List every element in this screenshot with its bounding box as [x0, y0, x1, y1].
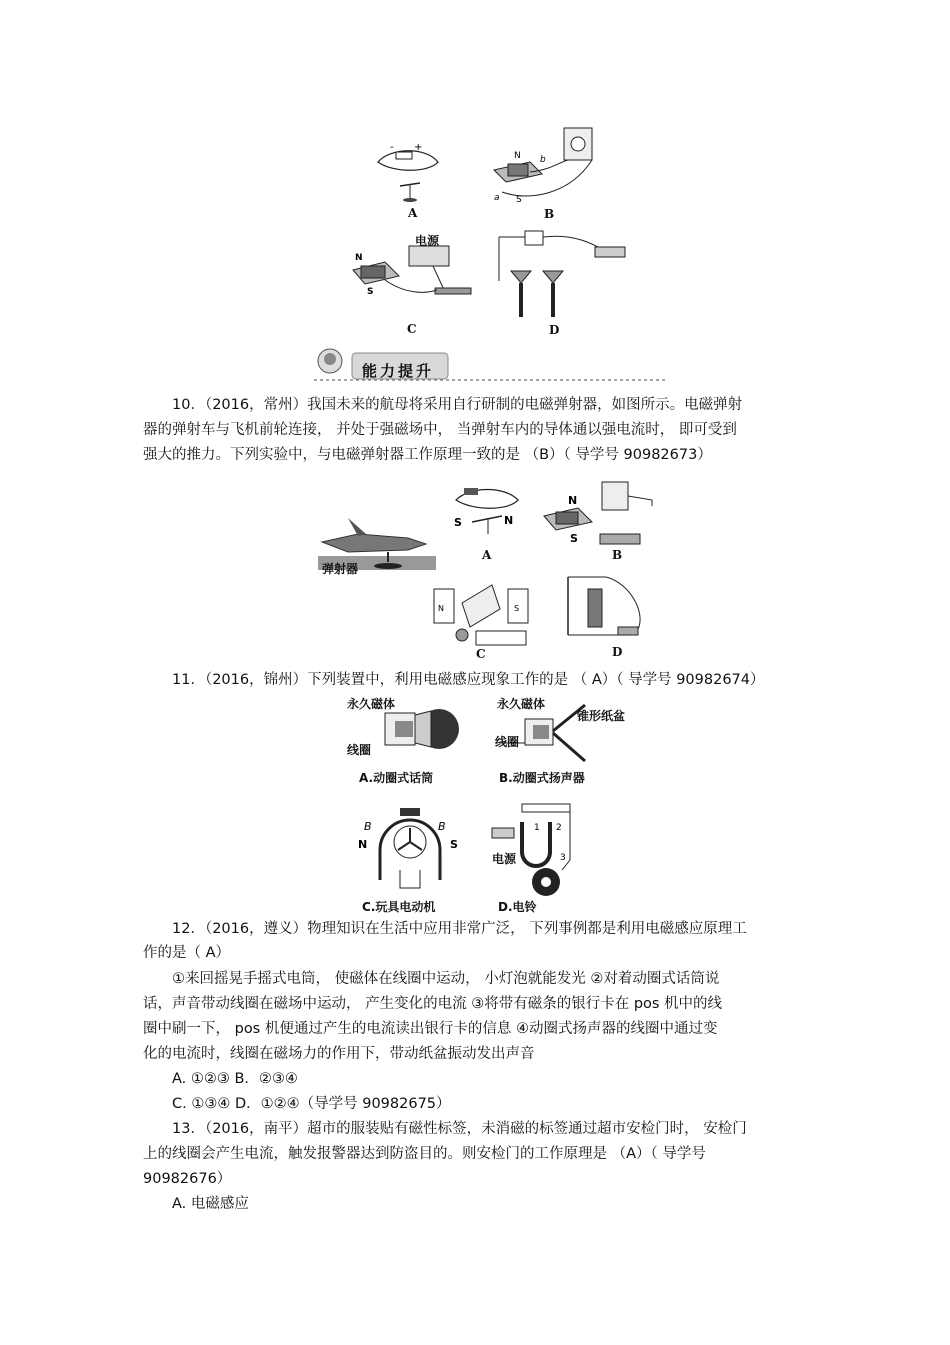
svg-text:-: -	[390, 142, 394, 153]
svg-text:b: b	[540, 155, 546, 165]
permanent-magnet-label: 永久磁体	[497, 697, 546, 711]
figure-label: D	[549, 323, 560, 337]
current-wire-compass-diagram	[370, 140, 450, 210]
svg-text:S: S	[367, 287, 374, 297]
coil-label: 线圈	[495, 735, 520, 749]
q12-line-3: ①来回摇晃手摇式电筒， 使磁体在线圈中运动， 小灯泡就能发光 ②对着动圈式话筒说	[172, 971, 720, 987]
electromagnet-circuit-diagram	[495, 225, 635, 325]
svg-text:B: B	[364, 820, 372, 833]
q12-options-ab: A. ①②③ B．②③④	[172, 1071, 298, 1087]
svg-text:B: B	[438, 820, 446, 833]
svg-text:S: S	[570, 532, 578, 545]
figure-label: B	[612, 548, 623, 562]
svg-text:N: N	[438, 604, 444, 613]
power-source-label: 电源	[415, 234, 440, 248]
q13-line-3: 90982676）	[143, 1171, 232, 1187]
q11-line-1: 11．（2016，锦州）下列装置中，利用电磁感应现象工作的是 （ A）（ 导学号 90982674）	[172, 672, 765, 688]
q11-option-a	[345, 693, 465, 788]
q10-option-c	[432, 575, 532, 661]
q12-options-cd: C. ①③④ D．①②④（导学号 90982675）	[172, 1096, 451, 1112]
permanent-magnet-label: 永久磁体	[347, 697, 396, 711]
svg-text:N: N	[358, 838, 368, 851]
q9-figure-d	[495, 225, 635, 337]
q10-line-2: 器的弹射车与飞机前轮连接， 并处于强磁场中， 当弹射车内的导体通以强电流时， 即可受到	[143, 422, 737, 438]
figure-label: C	[407, 322, 417, 336]
svg-text:S: S	[514, 604, 520, 613]
q9-figure-c	[345, 232, 475, 337]
svg-text:2: 2	[556, 823, 562, 833]
q12-line-4: 话，声音带动线圈在磁场中运动， 产生变化的电流 ③将带有磁条的银行卡在 pos 机中的线	[143, 996, 723, 1012]
q10-option-a	[450, 484, 530, 564]
svg-text:S: S	[516, 195, 522, 205]
figure-label: A	[482, 548, 492, 562]
figure-label: D	[612, 645, 623, 659]
section-title: 能力提升	[362, 362, 435, 380]
svg-text:3: 3	[560, 853, 566, 863]
figure-caption: C.玩具电动机	[362, 900, 436, 914]
q13-line-2: 上的线圈会产生电流，触发报警器达到防盗目的。则安检门的工作原理是 （A）（ 导学号	[143, 1146, 706, 1162]
q10-option-b	[540, 476, 660, 566]
svg-text:N: N	[355, 253, 363, 263]
svg-text:S: S	[450, 838, 458, 851]
svg-text:S: S	[454, 516, 462, 529]
q9-figure-b	[490, 122, 610, 222]
svg-text:1: 1	[534, 823, 540, 833]
svg-text:+: +	[414, 142, 423, 153]
q10-option-d	[560, 573, 650, 658]
figure-label: A	[408, 206, 418, 220]
figure-caption: D.电铃	[498, 900, 537, 914]
q13-option-a: A. 电磁感应	[172, 1196, 249, 1212]
q11-option-c	[352, 800, 467, 912]
coil-label: 线圈	[347, 743, 372, 757]
svg-text:N: N	[504, 514, 514, 527]
catapult-label: 弹射器	[322, 562, 359, 576]
q11-option-d	[486, 800, 591, 912]
catapult-jet-illustration	[318, 512, 436, 578]
q10-line-1: 10．（2016，常州）我国未来的航母将采用自行研制的电磁弹射器，如图所示。电磁弹射	[172, 397, 743, 413]
figure-caption: B.动圈式扬声器	[499, 771, 585, 785]
figure-caption: A.动圈式话筒	[359, 771, 434, 785]
figure-label: C	[476, 647, 486, 661]
motor-circuit-diagram	[345, 232, 475, 302]
generator-galvanometer-diagram	[490, 122, 610, 208]
svg-text:N: N	[514, 151, 521, 161]
q12-line-1: 12．（2016，遵义）物理知识在生活中应用非常广泛， 下列事例都是利用电磁感应原理工	[172, 921, 747, 937]
q9-figure-a	[370, 140, 450, 220]
q12-line-5: 圈中刷一下， pos 机便通过产生的电流读出银行卡的信息 ④动圈式扬声器的线圈中通过变	[143, 1021, 718, 1037]
svg-text:N: N	[568, 494, 578, 507]
q10-line-3: 强大的推力。下列实验中，与电磁弹射器工作原理一致的是 （B）（ 导学号 90982673）	[143, 447, 712, 463]
q12-line-6: 化的电流时，线圈在磁场力的作用下，带动纸盆振动发出声音	[143, 1046, 535, 1062]
cone-label: 锥形纸盆	[577, 709, 626, 723]
svg-text:a: a	[494, 193, 500, 203]
q13-line-1: 13．（2016，南平）超市的服装贴有磁性标签，未消磁的标签通过超市安检门时， 安检门	[172, 1121, 747, 1137]
power-source-label: 电源	[492, 852, 517, 866]
q12-line-2: 作的是（ A）	[143, 945, 231, 961]
figure-label: B	[544, 207, 555, 221]
q11-option-b	[495, 693, 645, 788]
